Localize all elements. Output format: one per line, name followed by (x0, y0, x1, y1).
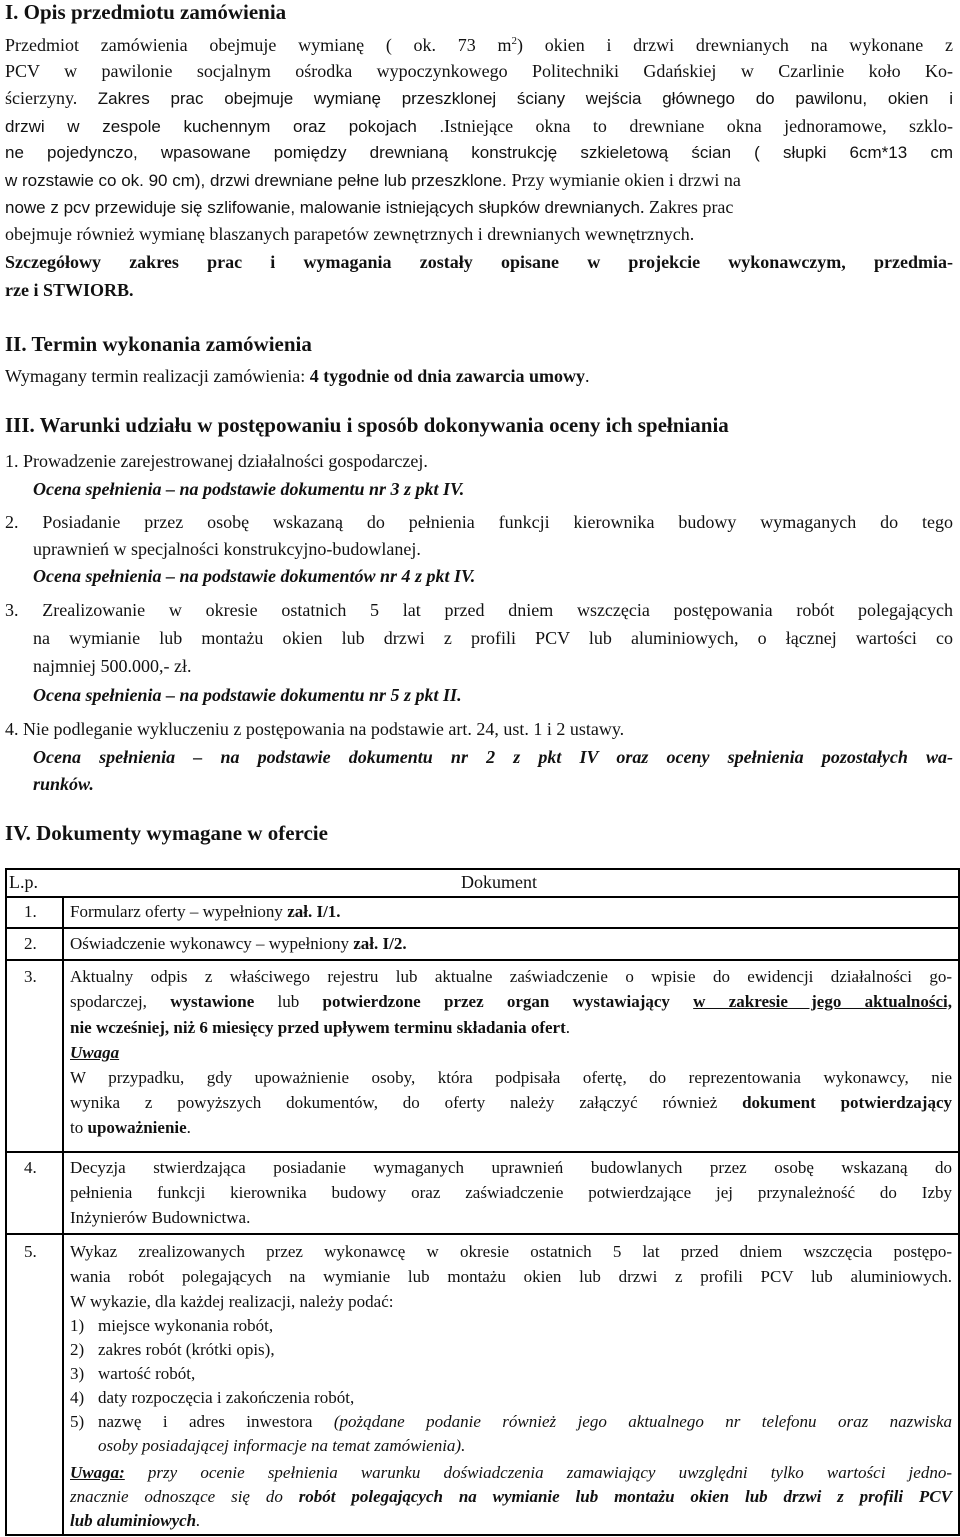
heading-text: Termin wykonania zamówienia (26, 332, 312, 356)
section-3-heading (5, 414, 729, 436)
table-row-text: W przypadku, gdy upoważnienie osoby, która podpisała ofertę, do reprezentowania wykonawcy, nie (70, 1068, 952, 1087)
table-row-text: Wykaz zrealizowanych przez wykonawcę w okresie ostatnich 5 lat przed dniem wszczęcia postępo- (70, 1242, 952, 1261)
section-1-line (5, 34, 953, 56)
table-row-text: Decyzja stwierdzająca posiadanie wymaganych uprawnień budowlanych przez osobę wskazaną do (70, 1158, 952, 1177)
text: znacznie odnoszące się do (70, 1487, 299, 1506)
list-item-number: 1) (70, 1316, 85, 1335)
text: w rozstawie co ok. 90 cm), drzwi drewniane pełne lub przeszklone. (5, 171, 512, 190)
text: 4 tygodnie od dnia zawarcia umowy (309, 366, 585, 386)
table-row-text (70, 932, 407, 956)
heading-number: II. (5, 332, 27, 356)
condition-evaluation: Ocena spełnienia – na podstawie dokumentów nr 4 z pkt IV. (33, 566, 476, 586)
list-item-cont: osoby posiadającej informacje na temat zamówienia). (98, 1436, 466, 1455)
table-border (5, 1151, 960, 1153)
table-row-number: 4. (24, 1158, 37, 1177)
section-1-line: Szczegółowy zakres prac i wymagania zostały opisane w projekcie wykonawczym, przedmia- (5, 252, 953, 272)
table-row-number: 2. (24, 934, 37, 953)
condition-item-cont: uprawnień w specjalności konstrukcyjno-budowlanej. (33, 539, 421, 559)
text: potwierdzone przez organ wystawiający (322, 992, 694, 1011)
text: przy ocenie spełnienia warunku doświadczenia zamawiający uwzględni tylko wartości jedno- (124, 1463, 952, 1482)
condition-item: 4. Nie podleganie wykluczeniu z postępowania na podstawie art. 24, ust. 1 i 2 ustawy. (5, 719, 625, 739)
text: Istniejące okna to drewniane okna jednoramowe, szklo- (444, 116, 953, 136)
text: lub (254, 992, 323, 1011)
text: nazwę i adres inwestora (98, 1412, 334, 1431)
table-row-text (70, 990, 952, 1014)
condition-evaluation: Ocena spełnienia – na podstawie dokumentu nr 3 z pkt IV. (33, 479, 465, 499)
list-item: wartość robót, (98, 1364, 196, 1383)
table-row-number: 3. (24, 967, 37, 986)
text: (pożądane podanie również jego aktualnego nr telefonu oraz nazwiska (333, 1412, 952, 1431)
section-1-heading: I. Opis przedmiotu zamówienia (5, 0, 287, 24)
condition-evaluation: Ocena spełnienia – na podstawie dokumentu nr 2 z pkt IV oraz oceny spełnienia pozostałych wa- (33, 747, 953, 767)
text: Formularz oferty – wypełniony (70, 902, 288, 921)
text: nie wcześniej, niż 6 miesięcy przed upływem terminu składania ofert (70, 1018, 566, 1037)
text: . Zakres prac (639, 197, 734, 217)
condition-item: 2. Posiadanie przez osobę wskazaną do pełnienia funkcji kierownika budowy wymaganych do tego (5, 512, 953, 532)
heading-number: III. (5, 413, 35, 437)
table-row-number: 1. (24, 902, 37, 921)
text: lub aluminiowych (70, 1511, 197, 1530)
table-header-document: Dokument (461, 872, 537, 892)
list-item-number: 2) (70, 1340, 85, 1359)
table-border (5, 868, 960, 870)
text: Przy wymianie okien i drzwi na (511, 170, 741, 190)
text: wynika z powyższych dokumentów, do oferty należy załączyć również (70, 1093, 743, 1112)
text: nowe z pcv przewiduje się szlifowanie, malowanie istniejących słupków drewnianych (5, 198, 640, 217)
table-row-note (70, 1461, 952, 1485)
condition-evaluation: Ocena spełnienia – na podstawie dokumentu nr 5 z pkt II. (33, 685, 462, 705)
table-row-note-label: Uwaga (70, 1043, 120, 1062)
text: . (584, 366, 590, 386)
text: to (70, 1118, 88, 1137)
list-item-number: 5) (70, 1412, 85, 1431)
table-row-text: Aktualny odpis z właściwego rejestru lub aktualne zaświadczenie o wpisie do ewidencji działalności go- (70, 967, 952, 986)
list-item-number: 4) (70, 1388, 85, 1407)
text: robót polegających na wymianie lub montażu okien lub drzwi z profili PCV (298, 1487, 952, 1506)
section-1-line (5, 169, 741, 192)
list-item: zakres robót (krótki opis), (98, 1340, 275, 1359)
text: drzwi w zespole kuchennym oraz pokojach . (5, 117, 445, 136)
text: ) okien i drzwi drewnianych na wykonane z (517, 35, 954, 55)
section-1-line (5, 87, 953, 110)
section-1-line: obejmuje również wymianę blaszanych parapetów zewnętrznych i drewnianych wewnętrznych. (5, 224, 695, 244)
section-1-line: ne pojedynczo, wpasowane pomiędzy drewnianą konstrukcję szkieletową ścian ( słupki 6cm*13 cm (5, 143, 953, 162)
table-border (958, 868, 960, 1536)
text: zał. I/2. (353, 934, 407, 953)
text: dokument potwierdzający (742, 1093, 952, 1112)
text: Przedmiot zamówienia obejmuje wymianę ( ok. 73 m (5, 35, 512, 55)
text: . (565, 1018, 571, 1037)
documents-table (5, 868, 960, 1536)
text: . (196, 1511, 201, 1530)
section-2-heading (5, 333, 312, 355)
condition-item: 3. Zrealizowanie w okresie ostatnich 5 lat przed dniem wszczęcia postępowania robót polegających (5, 600, 953, 620)
superscript: 2 (511, 35, 518, 47)
table-row-text (70, 1016, 570, 1040)
condition-item-cont: najmniej 500.000,- zł. (33, 656, 192, 676)
table-border (5, 927, 960, 929)
section-2-line (5, 365, 589, 387)
text: upoważnienie (87, 1118, 187, 1137)
section-1-line (5, 196, 733, 219)
table-row-text: pełnienia funkcji kierownika budowy oraz zaświadczenie potwierdzające jej przynależność do Izby (70, 1183, 952, 1202)
text: Zakres prac obejmuje wymianę przeszklonej ściany wejścia głównego do pawilonu, okien i (97, 89, 953, 108)
table-row-text: Inżynierów Budownictwa. (70, 1208, 251, 1227)
section-1-line: rze i STWIORB. (5, 280, 134, 300)
text: spodarczej, (70, 992, 171, 1011)
table-row-text: W wykazie, dla każdej realizacji, należy podać: (70, 1292, 394, 1311)
table-row-text (70, 900, 341, 924)
list-item (98, 1410, 952, 1434)
text: wystawione (170, 992, 255, 1011)
table-row-note (70, 1485, 952, 1509)
condition-item-cont: na wymianie lub montażu okien lub drzwi z profili PCV lub aluminiowych, o łącznej wartości co (33, 628, 953, 648)
table-border (62, 896, 64, 1536)
table-border (5, 868, 7, 1536)
table-border (5, 959, 960, 961)
text: Wymagany termin realizacji zamówienia: (5, 366, 310, 386)
table-row-note (70, 1509, 200, 1533)
list-item-number: 3) (70, 1364, 85, 1383)
table-header-lp: L.p. (9, 872, 38, 892)
note-label: Uwaga: (70, 1463, 125, 1482)
section-1-line: PCV w pawilonie socjalnym ośrodka wypoczynkowego Politechniki Gdańskiej w Czarlinie koło Ko- (5, 61, 953, 81)
condition-evaluation: runków. (33, 774, 94, 794)
table-row-text (70, 1091, 952, 1115)
table-row-text (70, 1116, 191, 1140)
text: Oświadczenie wykonawcy – wypełniony (70, 934, 354, 953)
text: zał. I/1. (287, 902, 341, 921)
table-border (5, 896, 960, 898)
text: . (186, 1118, 191, 1137)
section-1-line (5, 115, 953, 138)
table-border (5, 1534, 960, 1536)
text: ścierzyny. (5, 88, 98, 108)
table-row-text: wania robót polegających na wymianie lub montażu okien lub drzwi z profili PCV lub aluminiowych. (70, 1267, 952, 1286)
list-item: miejsce wykonania robót, (98, 1316, 274, 1335)
table-row-number: 5. (24, 1242, 37, 1261)
table-border (5, 1233, 960, 1235)
text: w zakresie jego aktualności, (693, 992, 952, 1011)
condition-item: 1. Prowadzenie zarejestrowanej działalności gospodarczej. (5, 451, 428, 471)
list-item: daty rozpoczęcia i zakończenia robót, (98, 1388, 355, 1407)
section-4-heading: IV. Dokumenty wymagane w ofercie (5, 821, 328, 845)
heading-text: Warunki udziału w postępowaniu i sposób dokonywania oceny ich spełniania (34, 413, 729, 437)
